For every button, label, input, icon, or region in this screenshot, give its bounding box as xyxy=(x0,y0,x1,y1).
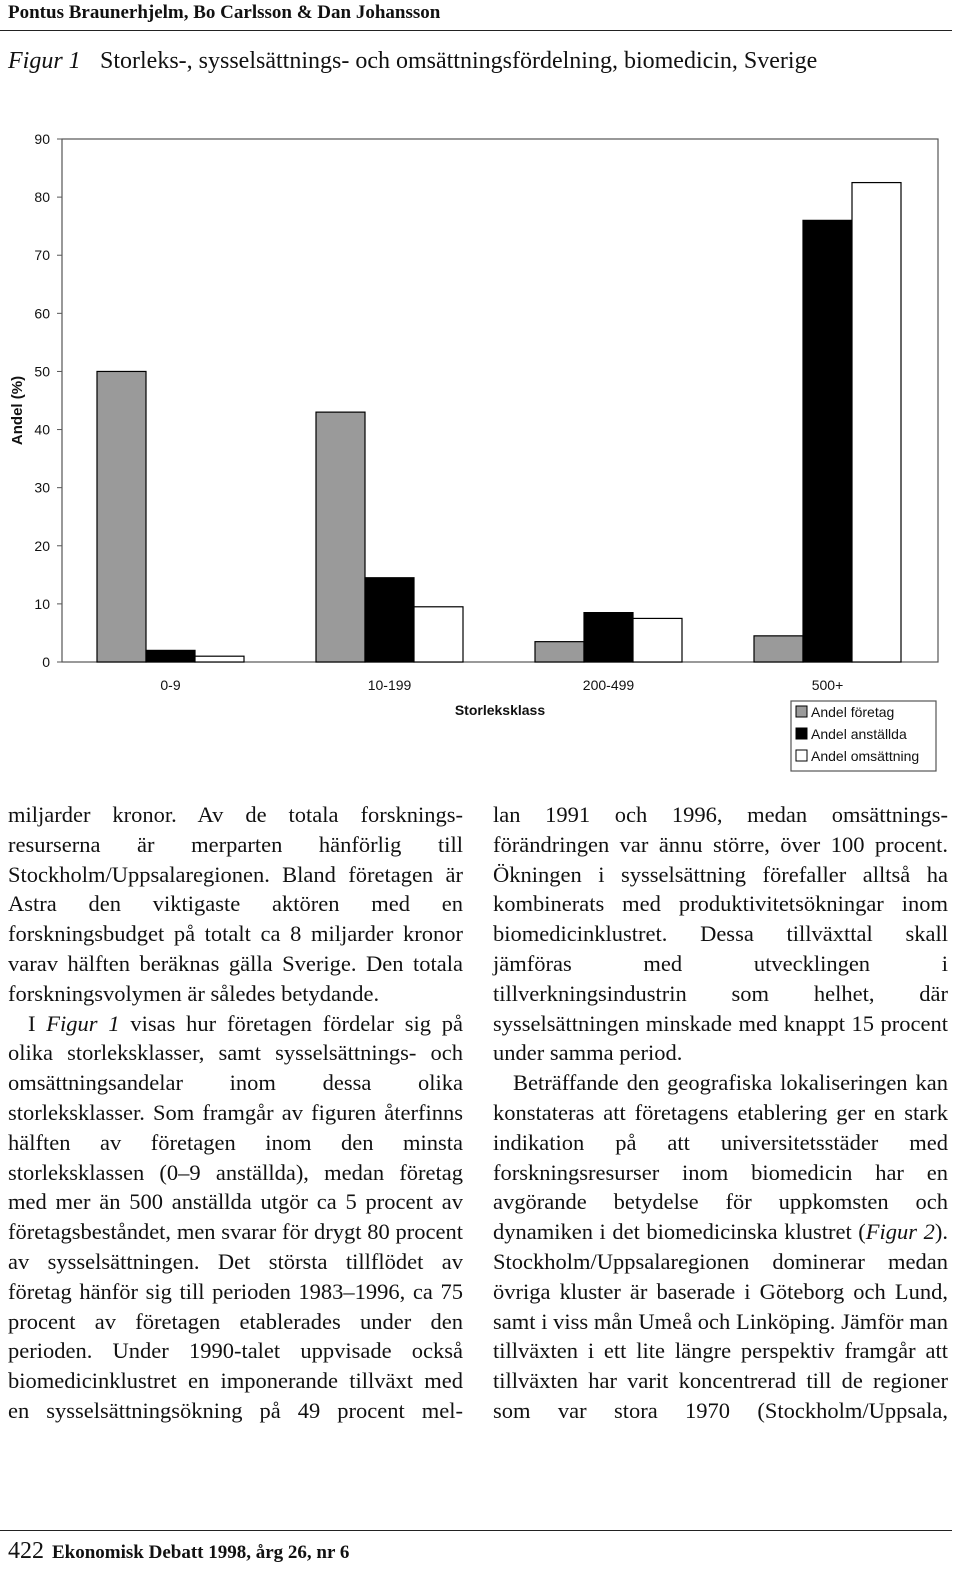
x-tick-label: 200-499 xyxy=(582,677,635,693)
legend-swatch xyxy=(796,750,807,761)
page-number: 422 xyxy=(8,1538,44,1564)
x-axis-label: Storleksklass xyxy=(454,702,546,718)
bar-500+-series-3 xyxy=(852,183,901,662)
y-tick-label: 0 xyxy=(42,654,50,670)
footer xyxy=(8,1538,349,1565)
y-tick-label: 20 xyxy=(34,537,50,554)
y-tick-label: 50 xyxy=(34,363,50,380)
bar-200-499-series-3 xyxy=(633,618,682,662)
bar-0-9-series-1 xyxy=(97,371,146,662)
figure-label: Figur 1 xyxy=(8,48,81,74)
footer-rule xyxy=(0,1530,952,1531)
y-tick-label: 40 xyxy=(34,421,50,438)
y-tick-label: 90 xyxy=(34,131,50,147)
x-tick-label: 500+ xyxy=(811,677,844,693)
header-rule xyxy=(0,30,952,31)
figure-title: Storleks-, sysselsättnings- och omsättningsfördelning, biomedicin, Sverige xyxy=(100,48,818,74)
x-tick-label: 10-199 xyxy=(367,677,412,693)
left-column xyxy=(8,800,463,1426)
bar-chart xyxy=(0,120,960,780)
bar-0-9-series-2 xyxy=(146,650,195,662)
y-axis-label: Andel (%) xyxy=(9,375,26,446)
legend-swatch xyxy=(796,728,807,739)
paragraph: I Figur 1 visas hur företagen fördelar sig på olika storleksklasser, samt sysselsättnings- och omsättningsandelar inom dessa olika storleksklasser. Som framgår av figuren återfinns hälften av företagen inom den minsta storleksklassen (0–9 anställda), medan företag med mer än 500 anställda utgör ca 5 procent av företagsbeståndet, men svarar för drygt 80 procent av sysselsättningen. Det största tillflödet av företag hänför sig till perioden 1983–1996, ca 75 procent av företagen etablerades under den perioden. Under 1990-talet uppvisade också biomedicinklustret en imponerande tillväxt med en sysselsättningsökning på 49 procent mel- xyxy=(8,1010,463,1423)
bar-500+-series-2 xyxy=(803,220,852,662)
legend-label: Andel företag xyxy=(811,704,895,720)
paragraph: lan 1991 och 1996, medan omsättningsförändringen var ännu större, över 100 procent. Ökningen i sysselsättning förefaller alltså ha kombinerats med produktivitetsökningar inom biomedicinklustret. Dessa tillväxttal skall jämföras med utvecklingen i tillverkningsindustrin som helhet, där sysselsättningen minskade med knappt 15 procent under samma period. xyxy=(493,802,948,1066)
journal-name: Ekonomisk Debatt 1998, årg 26, nr 6 xyxy=(52,1542,350,1563)
paragraph: miljarder kronor. Av de totala forskningsresurserna är merparten hänförlig till Stockholm/Uppsalaregionen. Bland företagen är Astra den viktigaste aktören med en forskningsbudget på totalt ca 8 miljarder kronor varav hälften beräknas gälla Sverige. Den totala forskningsvolymen är således betydande. xyxy=(8,802,463,1006)
y-tick-label: 60 xyxy=(34,305,50,322)
bar-200-499-series-1 xyxy=(535,642,584,662)
right-column xyxy=(493,800,948,1426)
bar-10-199-series-2 xyxy=(365,578,414,662)
legend-label: Andel omsättning xyxy=(811,748,920,764)
legend-label: Andel anställda xyxy=(811,726,907,742)
y-tick-label: 10 xyxy=(34,595,50,612)
bar-200-499-series-2 xyxy=(584,613,633,662)
x-tick-label: 0-9 xyxy=(160,677,181,693)
bar-500+-series-1 xyxy=(754,636,803,662)
legend-swatch xyxy=(796,706,807,717)
y-tick-label: 80 xyxy=(34,189,50,206)
bar-10-199-series-1 xyxy=(316,412,365,662)
figure-reference: Figur 2 xyxy=(865,1219,935,1245)
y-tick-label: 30 xyxy=(34,479,50,496)
running-head: Pontus Braunerhjelm, Bo Carlsson & Dan Johansson xyxy=(8,2,441,23)
bar-10-199-series-3 xyxy=(414,607,463,662)
figure-reference: Figur 1 xyxy=(46,1010,120,1036)
y-tick-label: 70 xyxy=(34,247,50,264)
bar-0-9-series-3 xyxy=(195,656,244,662)
paragraph: Beträffande den geografiska lokaliseringen kan konstateras att företagens etablering ger en stark indikation på att universitetsstäder med forskningsresurser inom biomedicin har en avgörande betydelse för uppkomsten och dynamiken i det biomedicinska klustret (Figur 2). Stockholm/Uppsalaregionen dominerar medan övriga kluster är baserade i Göteborg och Lund, samt i viss mån Umeå och Linköping. Jämför man tillväxten i ett lite längre perspektiv framgår att tillväxten har varit koncentrerad till de regioner som var stora 1970 (Stockholm/Uppsala, xyxy=(493,1070,948,1423)
